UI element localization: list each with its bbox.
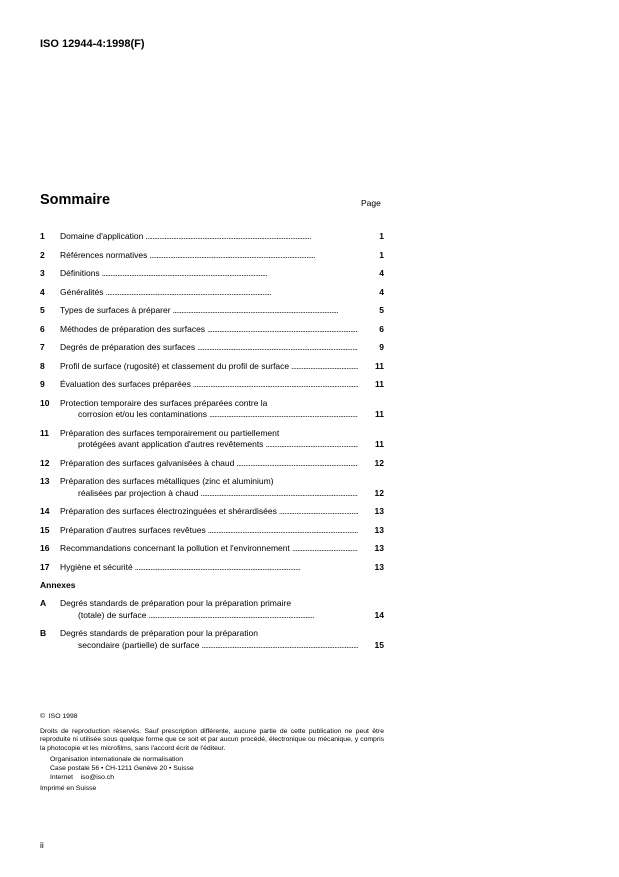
dot-leader xyxy=(265,439,358,451)
toc-entry-number: 12 xyxy=(40,457,50,468)
copyright-notice: Droits de reproduction réservés. Sauf prescription différente, aucune partie de cette publication ne peut être reproduite ni utilisée sous quelque forme que ce soit et par aucun procédé, électronique ou mécanique, y compris la photocopie et les microfilms, sans l'accord écrit de l'éditeur. xyxy=(40,727,384,752)
internet-address: iso@iso.ch xyxy=(80,773,114,781)
toc-entry-title: Définitions xyxy=(60,268,100,278)
toc-entry-number: 5 xyxy=(40,305,45,315)
annex-entry-number: A xyxy=(40,598,47,608)
page-number: ii xyxy=(40,840,44,850)
dot-leader xyxy=(149,610,358,622)
toc-entry-page: 11 xyxy=(375,360,384,371)
toc-entry xyxy=(40,506,384,518)
toc-entry-number: 17 xyxy=(40,561,50,572)
toc-entry-page: 11 xyxy=(375,439,384,449)
toc-entry-number: 14 xyxy=(40,506,50,516)
copyright-block xyxy=(40,713,384,794)
dot-leader xyxy=(201,640,358,652)
toc-entry xyxy=(40,250,384,262)
document-id: ISO 12944-4:1998(F) xyxy=(40,38,145,50)
dot-leader xyxy=(149,250,358,262)
toc-entry-page: 6 xyxy=(379,323,384,334)
dot-leader xyxy=(145,231,358,243)
toc-entry-title: Préparation des surfaces électrozinguées et shérardisées xyxy=(60,506,277,516)
toc-title: Sommaire xyxy=(40,192,111,208)
toc-entry xyxy=(40,361,384,373)
toc-entry-page: 5 xyxy=(379,305,384,315)
toc-entry xyxy=(40,458,384,470)
toc-entry xyxy=(40,379,384,391)
toc-entry-number: 11 xyxy=(40,427,49,438)
toc-entry-title: réalisées par projection à chaud xyxy=(78,487,199,498)
annex-entry-number: B xyxy=(40,628,47,638)
toc-entry-title: Domaine d'application xyxy=(60,231,144,241)
dot-leader xyxy=(208,525,358,537)
toc-entry-title: Préparation des surfaces galvanisées à chaud xyxy=(60,457,235,468)
toc-entry-title: Généralités xyxy=(60,286,104,297)
toc-entry xyxy=(40,543,384,555)
toc-entry-title: Recommandations concernant la pollution et l'environnement xyxy=(60,543,290,553)
annex-entry xyxy=(40,628,384,651)
toc-entry-title: Préparation d'autres surfaces revêtues xyxy=(60,524,206,535)
toc-entry-page: 13 xyxy=(374,543,384,553)
publisher-address: Case postale 56 • CH-1211 Genève 20 • Suisse xyxy=(50,764,194,772)
toc-entry xyxy=(40,287,384,299)
toc-entry xyxy=(40,562,384,574)
toc-entry-title: Degrés de préparation des surfaces xyxy=(60,342,196,352)
toc-entry-page: 13 xyxy=(374,524,384,535)
toc-entry-number: 4 xyxy=(40,286,45,297)
toc-entry-title: protégées avant application d'autres revêtements xyxy=(78,439,264,449)
annex-entry-page: 14 xyxy=(374,609,384,620)
dot-leader xyxy=(105,287,358,299)
copyright-line xyxy=(40,713,384,722)
toc-entry-number: 3 xyxy=(40,268,45,278)
toc-entry-title: Profil de surface (rugosité) et classement du profil de surface xyxy=(60,360,290,371)
internet-label: Internet xyxy=(50,773,74,781)
publisher-internet xyxy=(50,774,384,783)
toc-entry-number: 7 xyxy=(40,342,45,352)
dot-leader xyxy=(279,506,358,518)
toc-entry-title: Protection temporaire des surfaces préparées contre la xyxy=(60,397,268,408)
toc-entry-title: corrosion et/ou les contaminations xyxy=(78,409,207,419)
toc-entry-number: 6 xyxy=(40,323,45,334)
toc-entry-page: 9 xyxy=(379,342,384,352)
publisher-name: Organisation internationale de normalisation xyxy=(50,756,183,764)
toc-entry xyxy=(40,476,384,499)
toc-entry-page: 13 xyxy=(374,561,384,572)
toc-entry xyxy=(40,231,384,243)
toc-entry-number: 2 xyxy=(40,249,45,260)
toc-entry-page: 11 xyxy=(375,409,384,419)
toc-entry-title: Préparation des surfaces métalliques (zinc et aluminium) xyxy=(60,476,274,486)
annex-entry xyxy=(40,598,384,621)
page-column-label: Page xyxy=(361,198,381,208)
toc-entry xyxy=(40,268,384,280)
toc-entry-title: Évaluation des surfaces préparées xyxy=(60,379,191,389)
toc-entry-number: 15 xyxy=(40,524,50,535)
toc-entry xyxy=(40,428,384,451)
annex-heading: Annexes xyxy=(40,580,76,590)
dot-leader xyxy=(201,488,359,500)
toc-entry-number: 8 xyxy=(40,360,45,371)
toc-entry-title: Préparation des surfaces temporairement ou partiellement xyxy=(60,427,280,438)
toc-entry-number: 1 xyxy=(40,231,45,241)
toc-entry-page: 4 xyxy=(379,286,384,297)
dot-leader xyxy=(173,305,358,317)
dot-leader xyxy=(135,562,358,574)
dot-leader xyxy=(207,324,358,336)
publisher-info xyxy=(40,756,384,782)
toc-entry-page: 1 xyxy=(379,249,384,260)
table-of-contents xyxy=(40,231,384,658)
toc-entry-page: 11 xyxy=(375,379,384,389)
annex-entry-page: 15 xyxy=(374,639,384,650)
toc-entry-page: 13 xyxy=(374,506,384,516)
toc-entry-title: Hygiène et sécurité xyxy=(60,561,133,572)
toc-entry xyxy=(40,305,384,317)
toc-entry-title: Références normatives xyxy=(60,249,148,260)
annex-entry-title: Degrés standards de préparation pour la préparation xyxy=(60,628,258,638)
toc-entry-title: Types de surfaces à préparer xyxy=(60,305,171,315)
toc-entry-page: 4 xyxy=(379,268,384,278)
printed-in: Imprimé en Suisse xyxy=(40,785,97,793)
annex-entry-title: Degrés standards de préparation pour la préparation primaire xyxy=(60,598,292,608)
toc-entry-page: 12 xyxy=(374,457,384,468)
toc-entry-number: 13 xyxy=(40,476,50,486)
dot-leader xyxy=(291,361,358,373)
toc-entries xyxy=(40,231,384,573)
dot-leader xyxy=(236,458,358,470)
toc-annexes xyxy=(40,598,384,651)
copyright-year: ISO 1998 xyxy=(48,713,78,720)
toc-entry xyxy=(40,525,384,537)
toc-entry-page: 12 xyxy=(374,487,384,498)
dot-leader xyxy=(292,543,358,555)
toc-entry-number: 9 xyxy=(40,379,45,389)
dot-leader xyxy=(193,379,358,391)
toc-entry xyxy=(40,324,384,336)
toc-entry-page: 1 xyxy=(379,231,384,241)
dot-leader xyxy=(197,342,358,354)
annex-entry-title: (totale) de surface xyxy=(78,609,147,620)
dot-leader xyxy=(209,409,358,421)
toc-entry xyxy=(40,398,384,421)
annex-entry-title: secondaire (partielle) de surface xyxy=(78,639,200,650)
toc-entry-number: 16 xyxy=(40,543,50,553)
toc-entry-number: 10 xyxy=(40,397,50,408)
toc-entry xyxy=(40,342,384,354)
dot-leader xyxy=(102,268,358,280)
copyright-symbol: © xyxy=(40,713,46,720)
toc-entry-title: Méthodes de préparation des surfaces xyxy=(60,323,206,334)
